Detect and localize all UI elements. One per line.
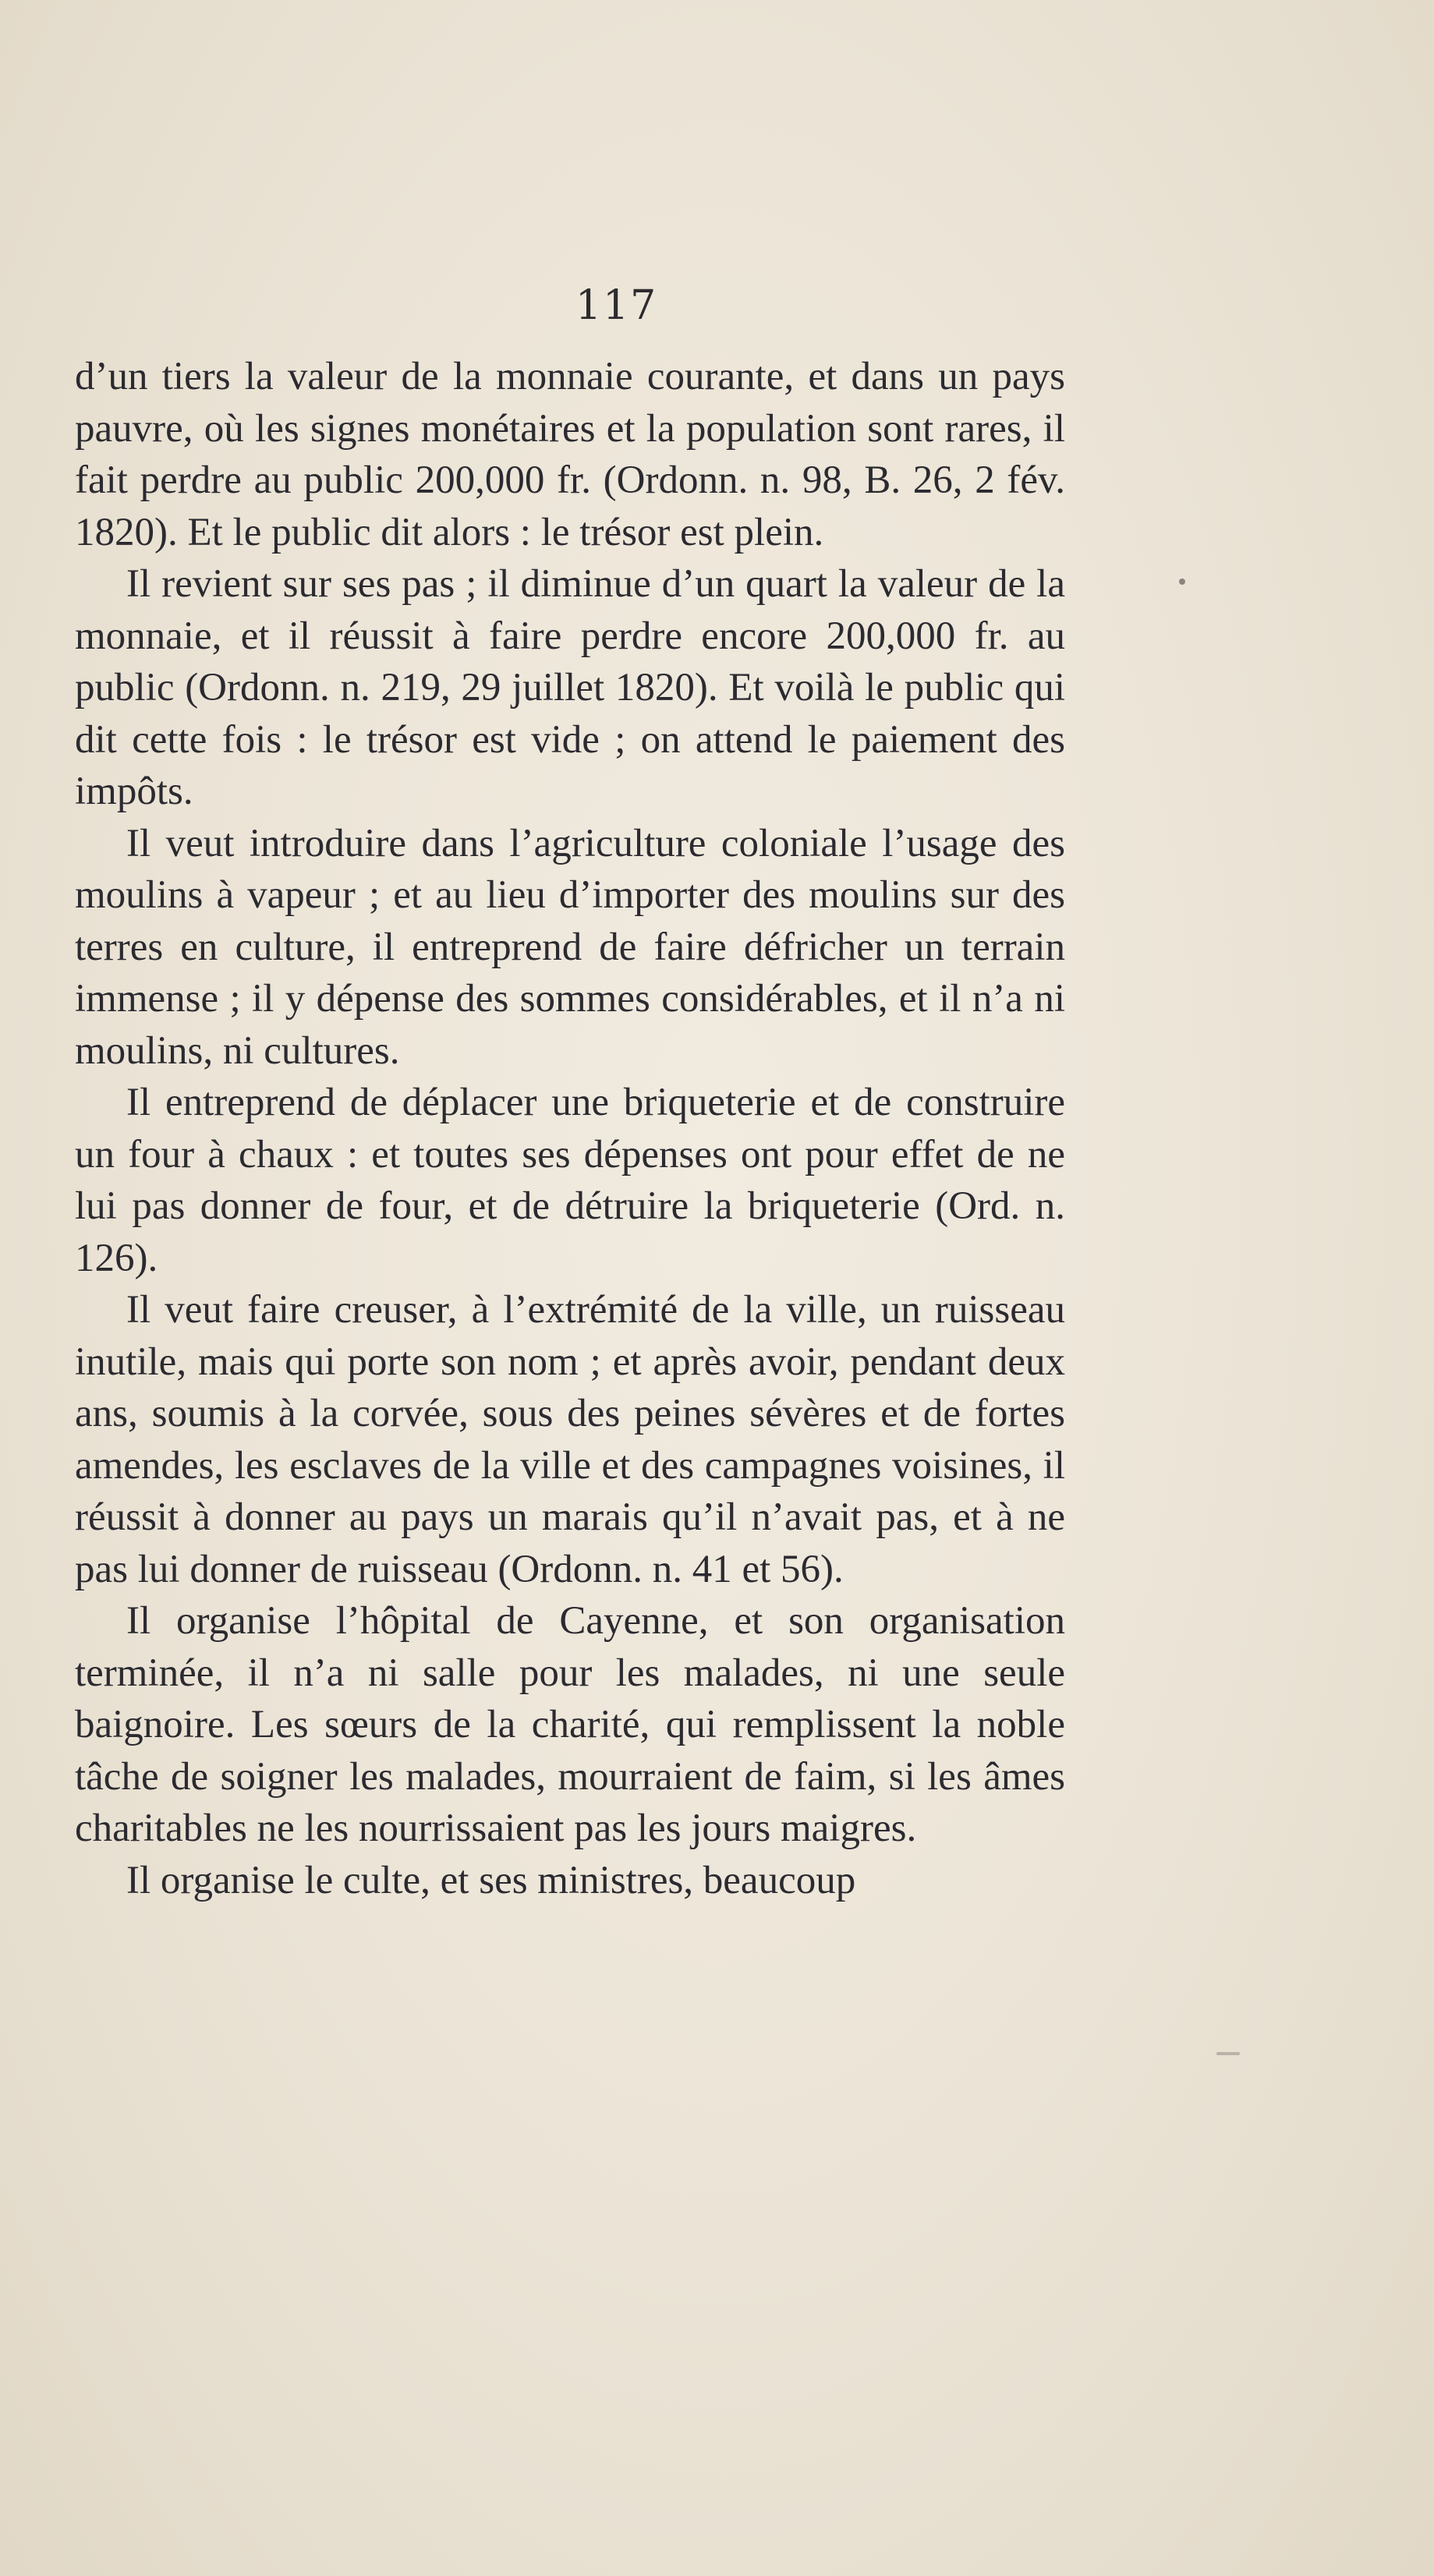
paragraph-5: Il veut faire creuser, à l’extrémité de la ville, un ruisseau inutile, mais qui porte son nom ; et après avoir, pendant deux ans, soumis à la corvée, sous des peines sévères et de fortes amendes, les esclaves de la ville et des campagnes voisines, il réussit à donner au pays un marais qu’il n’avait pas, et à ne pas lui donner de ruisseau (Ordonn. n. 41 et 56). — [75, 1288, 1065, 1591]
paper-speck — [1216, 2052, 1240, 2055]
paragraph-2: Il revient sur ses pas ; il diminue d’un quart la valeur de la monnaie, et il réussit à faire perdre encore 200,000 fr. au public (Ordonn. n. 219, 29 juillet 1820). Et voilà le public qui dit cette fois : le trésor est vide ; on attend le paiement des impôts. — [75, 562, 1065, 813]
body-text — [75, 351, 1065, 1906]
paragraph-7: Il organise le culte, et ses ministres, beaucoup — [126, 1858, 856, 1902]
paragraph-1: d’un tiers la valeur de la monnaie courante, et dans un pays pauvre, où les signes monétaires et la population sont rares, il fait perdre au public 200,000 fr. (Ordonn. n. 98, B. 26, 2 fév. 1820). Et le public dit alors : le trésor est plein. — [75, 355, 1065, 554]
page-number: 117 — [575, 282, 658, 329]
paper-speck — [1179, 579, 1185, 585]
paragraph-6: Il organise l’hôpital de Cayenne, et son organisation terminée, il n’a ni salle pour les malades, ni une seule baignoire. Les sœurs de la charité, qui remplissent la noble tâche de soigner les malades, mourraient de faim, si les âmes charitables ne les nourrissaient pas les jours maigres. — [75, 1599, 1065, 1850]
paragraph-3: Il veut introduire dans l’agriculture coloniale l’usage des moulins à vapeur ; et au lieu d’importer des moulins sur des terres en culture, il entreprend de faire défricher un terrain immense ; il y dépense des sommes considérables, et il n’a ni moulins, ni cultures. — [75, 821, 1065, 1073]
paragraph-4: Il entreprend de déplacer une briqueterie et de construire un four à chaux : et toutes ses dépenses ont pour effet de ne lui pas donner de four, et de détruire la briqueterie (Ord. n. 126). — [75, 1081, 1065, 1280]
